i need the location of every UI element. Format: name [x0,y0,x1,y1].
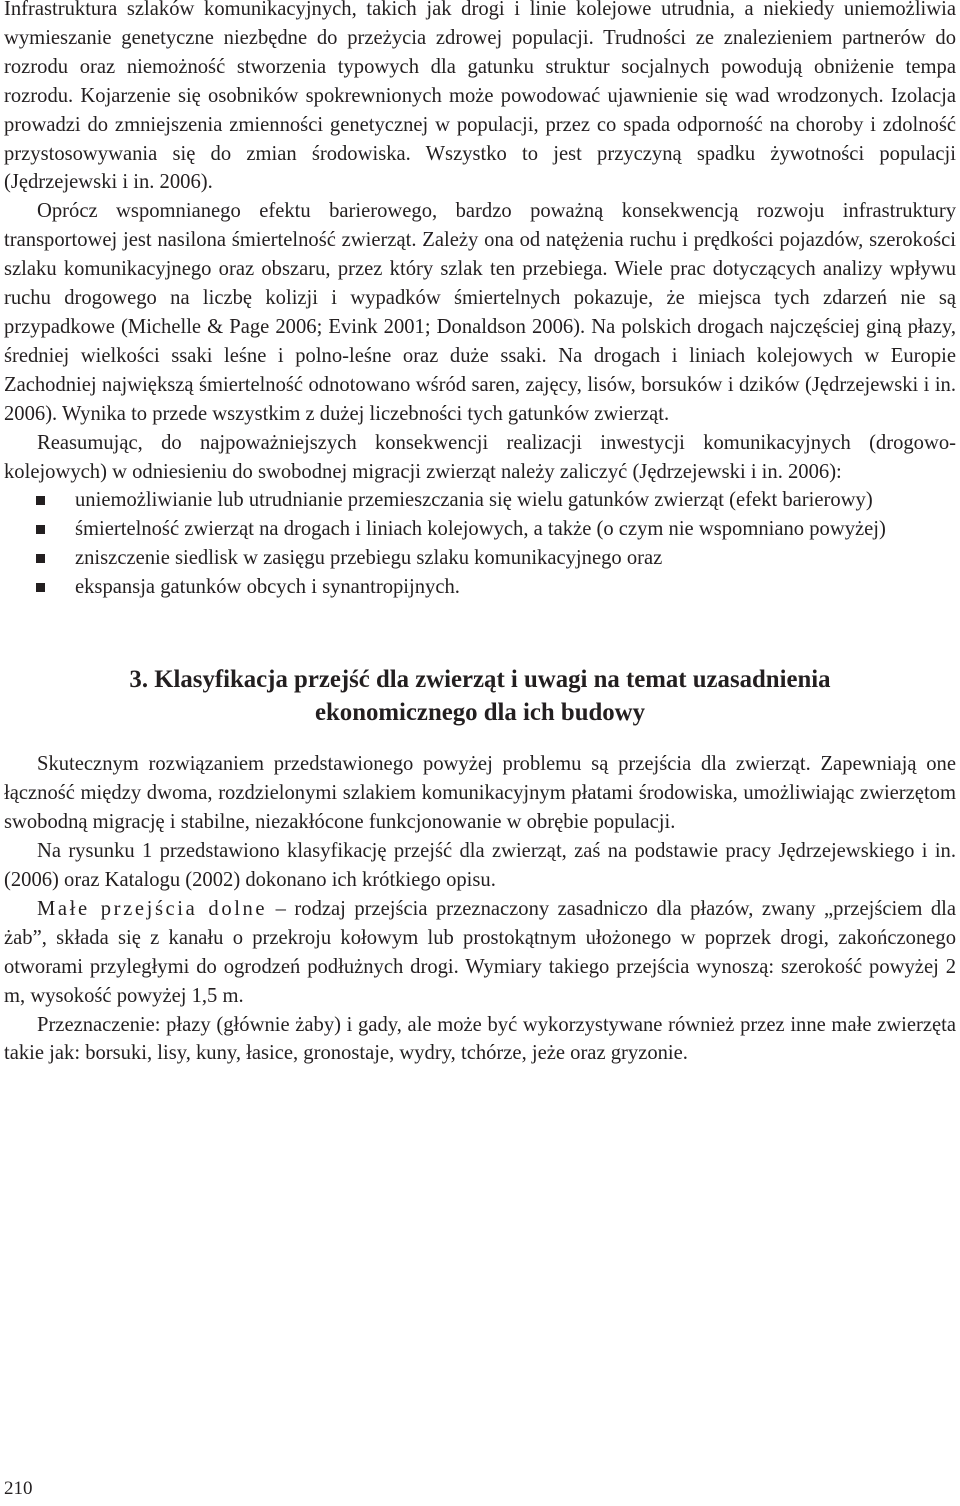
consequences-list [4,486,956,602]
term-small-underpasses: Małe przejścia dolne [37,897,268,920]
square-bullet-icon [36,496,45,505]
paragraph-classification-intro: Na rysunku 1 przedstawiono klasyfikację przejść dla zwierząt, zaś na podstawie pracy Jędrzejewskiego i in. (2006) oraz Katalogu (2002) dokonano ich krótkiego opisu. [4,840,956,892]
square-bullet-icon [36,525,45,534]
paragraph-consequences-intro: Reasumując, do najpoważniejszych konsekwencji realizacji inwestycji komunikacyjnych (drogowo-kolejowych) w odniesieniu do swobodnej migracji zwierząt należy zaliczyć (Jędrzejewski i in. 2006): [4,431,956,483]
page-content [4,0,956,1068]
paragraph-animal-mortality: Oprócz wspomnianego efektu barierowego, bardzo poważną konsekwencją rozwoju infrastruktury transportowej jest nasilona śmiertelność zwierząt. Zależy ona od natężenia ruchu i prędkości pojazdów, szerokości szlaku komunikacyjnego oraz obszaru, przez który szlak ten przebiega. Wiele prac dotyczących analizy wpływu ruchu drogowego na liczbę kolizji i wypadków śmiertelnych pokazuje, że miejsca tych zdarzeń nie są przypadkowe (Michelle & Page 2006; Evink 2001; Donaldson 2006). Na polskich drogach najczęściej giną płazy, średniej wielkości ssaki leśne i polno-leśne oraz duże ssaki. Na drogach i liniach kolejowych w Europie Zachodniej największą śmiertelność odnotowano wśród saren, zajęcy, lisów, borsuków i dzików (Jędrzejewski i in. 2006). Wynika to przede wszystkim z dużej liczebności tych gatunków zwierząt. [4,200,956,425]
list-item [4,573,956,602]
square-bullet-icon [36,554,45,563]
paragraph-purpose: Przeznaczenie: płazy (głównie żaby) i gady, ale może być wykorzystywane również przez inne małe zwierzęta takie jak: borsuki, lisy, kuny, łasice, gronostaje, wydry, tchórze, jeże oraz gryzonie. [4,1013,956,1065]
list-item [4,486,956,515]
list-item-text: zniszczenie siedlisk w zasięgu przebiegu szlaku komunikacyjnego oraz [75,547,663,570]
list-item [4,515,956,544]
section-heading [4,663,956,729]
list-item [4,544,956,573]
paragraph-small-underpasses [4,895,956,1011]
small-underpasses-description: – rodzaj przejścia przeznaczony zasadniczo dla płazów, zwany „przejściem dla żab”, składa się z kanału o przekroju kołowym lub prostokątnym ułożonego w poprzek drogi, zakończonego otworami przyległymi do ogrodzeń podłużnych drogi. Wymiary takiego przejścia wynoszą: szerokość powyżej 2 m, wysokość powyżej 1,5 m. [4,897,956,1007]
square-bullet-icon [36,583,45,592]
page-number: 210 [4,1478,33,1499]
list-item-text: uniemożliwianie lub utrudnianie przemieszczania się wielu gatunków zwierząt (efekt barierowy) [75,489,873,512]
section-heading-line-1: 3. Klasyfikacja przejść dla zwierząt i uwagi na temat uzasadnienia [129,666,831,694]
paragraph-genetic-isolation: Infrastruktura szlaków komunikacyjnych, takich jak drogi i linie kolejowe utrudnia, a niekiedy uniemożliwia wymieszanie genetyczne niezbędne do przeżycia zdrowej populacji. Trudności ze znalezieniem partnerów do rozrodu oraz niemożność stworzenia typowych dla gatunku struktur socjalnych powodują obniżenie tempa rozrodu. Kojarzenie się osobników spokrewnionych może powodować ujawnienie się wad wrodzonych. Izolacja prowadzi do zmniejszenia zmienności genetycznej w populacji, przez co spada odporność na choroby i zdolność przystosowywania się do zmian środowiska. Wszystko to jest przyczyną spadku żywotności populacji (Jędrzejewski i in. 2006). [4,0,956,194]
list-item-text: śmiertelność zwierząt na drogach i liniach kolejowych, a także (o czym nie wspomniano powyżej) [75,518,886,541]
list-item-text: ekspansja gatunków obcych i synantropijnych. [75,576,460,599]
paragraph-crossings-solution: Skutecznym rozwiązaniem przedstawionego powyżej problemu są przejścia dla zwierząt. Zapewniają one łączność między dwoma, rozdzielonymi szlakiem komunikacyjnym płatami środowiska, umożliwiając zwierzętom swobodną migrację i stabilne, niezakłócone funkcjonowanie w obrębie populacji. [4,753,956,834]
section-heading-line-2: ekonomicznego dla ich budowy [315,699,645,727]
